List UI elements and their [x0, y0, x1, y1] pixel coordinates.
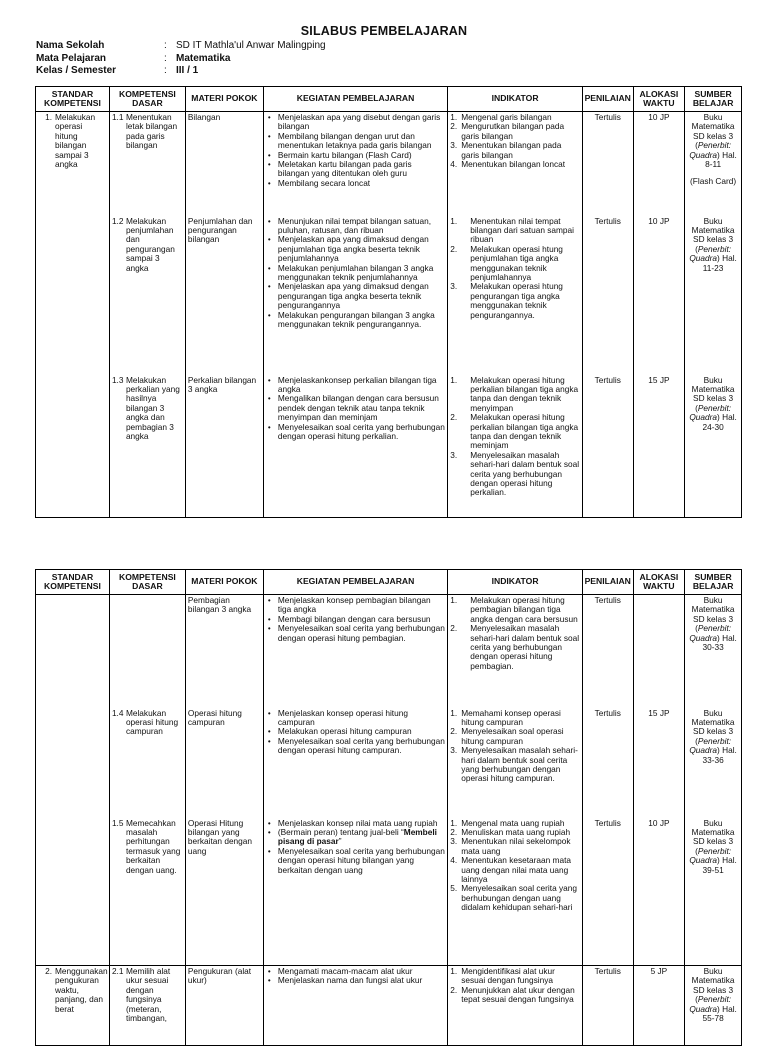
kd-number: 1.5 [111, 817, 124, 828]
list-item: • Membilang secara loncat [266, 179, 445, 188]
kd-cell [109, 375, 185, 518]
header-indikator: INDIKATOR [448, 87, 583, 112]
list-item: • Bermain kartu bilangan (Flash Card) [266, 151, 445, 160]
list-item: • Menjelaskan konsep operasi hitung campuran [266, 709, 445, 728]
sumber-cell: Buku Matematika SD kelas 3 (Penerbit: Quadra) Hal. 11-23 [685, 216, 742, 375]
header-penilaian: PENILAIAN [582, 87, 633, 112]
table-header-row [36, 570, 742, 595]
standar-kompetensi-cell [36, 966, 110, 1046]
kd-number: 1.3 [111, 374, 124, 385]
penilaian-cell: Tertulis [582, 966, 633, 1046]
kd-text: Melakukan perkalian yang hasilnya bilangan 3 angka dan pembagian 3 angka [125, 374, 180, 441]
list-item: 2. Menyelesaikan masalah sehari-hari dalam bentuk soal cerita yang berhubungan dengan operasi hitung pembagian. [450, 623, 580, 671]
list-item: 2. Melakukan operasi hitung perkalian bilangan tiga angka tanpa dan dengan teknik meminjam [450, 412, 579, 451]
sumber-cell: Buku Matematika SD kelas 3 (Penerbit: Quadra) Hal. 39-51 [685, 818, 742, 966]
alokasi-cell: 10 JP [633, 818, 685, 966]
sumber-cell: Buku Matematika SD kelas 3 (Penerbit: Quadra) Hal. 33-36 [685, 708, 742, 818]
kd-number: 1.1 [111, 112, 124, 122]
header-penilaian: PENILAIAN [582, 570, 633, 595]
list-item: 3. Menyelesaikan masalah sehari-hari dalam bentuk soal cerita yang berhubungan dengan operasi hitung campuran. [450, 745, 578, 784]
indikator-cell [448, 112, 583, 216]
list-item: 1. Memahami konsep operasi hitung campuran [450, 707, 561, 727]
kegiatan-cell [263, 595, 447, 708]
table-row [36, 112, 742, 216]
sumber-cell: Buku Matematika SD kelas 3 (Penerbit: Quadra) Hal. 8-11 (Flash Card) [685, 112, 742, 216]
kegiatan-cell [263, 966, 447, 1046]
indikator-cell [448, 966, 583, 1046]
syllabus-table-2 [35, 569, 742, 1046]
info-row-class [36, 65, 326, 78]
sumber-cell: Buku Matematika SD kelas 3 (Penerbit: Quadra) Hal. 30-33 [685, 595, 742, 708]
alokasi-cell: 15 JP [633, 375, 685, 518]
list-item: 1. Mengidentifikasi alat ukur sesuai dengan fungsinya [450, 966, 555, 986]
header-kegiatan: KEGIATAN PEMBELAJARAN [263, 87, 447, 112]
alokasi-cell: 5 JP [633, 966, 685, 1046]
sk-text: Melakukan operasi hitung bilangan sampai 3 angka [55, 112, 96, 170]
list-item: • Menjelaskan konsep nilai mata uang rupiah [266, 819, 445, 828]
list-item: • Menjelaskan apa yang disebut dengan garis bilangan [266, 113, 445, 132]
materi-cell: Penjumlahan dan pengurangan bilangan [185, 216, 263, 375]
list-item: 3. Melakukan operasi htung pengurangan tiga angka menggunakan teknik pengurangannya. [450, 281, 563, 320]
header-standar-kompetensi: STANDAR KOMPETENSI [36, 87, 110, 112]
list-item: • Mengamati macam-macam alat ukur [266, 967, 445, 976]
materi-cell: Operasi hitung campuran [185, 708, 263, 818]
header-materi-pokok: MATERI POKOK [185, 570, 263, 595]
list-item: • Menyelesaikan soal cerita yang berhubungan dengan operasi hitung bilangan yang berkaitan dengan uang [266, 847, 445, 875]
table-row [36, 708, 742, 818]
list-item: • Meletakan kartu bilangan pada garis bilangan yang ditentukan oleh guru [266, 160, 445, 179]
table-row [36, 595, 742, 708]
list-item: • Membagi bilangan dengan cara bersusun [266, 615, 445, 624]
table-row [36, 966, 742, 1046]
header-materi-pokok: MATERI POKOK [185, 87, 263, 112]
info-colon: : [164, 65, 167, 76]
info-value: Matematika [176, 52, 231, 64]
list-item: • Menyelesaikan soal cerita yang berhubungan dengan operasi hitung campuran. [266, 737, 445, 756]
page-title: SILABUS PEMBELAJARAN [300, 24, 468, 38]
list-item: 5. Menyelesaikan soal cerita yang berhubungan dengan uang didalam kehidupan sehari-hari [450, 883, 577, 913]
info-value: III / 1 [176, 65, 199, 76]
kegiatan-cell [263, 375, 447, 518]
list-item: 1. Menentukan nilai tempat bilangan dari satuan sampai ribuan [450, 215, 574, 245]
header-sumber-belajar: SUMBER BELAJAR [685, 570, 742, 595]
kd-number: 1.2 [111, 215, 124, 226]
header-kompetensi-dasar: KOMPETENSI DASAR [109, 570, 185, 595]
materi-cell: Perkalian bilangan 3 angka [185, 375, 263, 518]
materi-cell: Operasi Hitung bilangan yang berkaitan dengan uang [185, 818, 263, 966]
alokasi-cell: 10 JP [633, 112, 685, 216]
standar-kompetensi-cell [36, 595, 110, 966]
kegiatan-cell [263, 216, 447, 375]
info-colon: : [164, 40, 167, 51]
indikator-cell [448, 216, 583, 375]
list-item: • Menjelaskan nama dan fungsi alat ukur [266, 976, 445, 985]
list-item: 1. Melakukan operasi hitung perkalian bilangan tiga angka tanpa dan dengan teknik menyimpan [450, 374, 579, 413]
kegiatan-cell [263, 818, 447, 966]
syllabus-table-1 [35, 86, 742, 518]
kd-cell [109, 966, 185, 1046]
materi-cell: Bilangan [185, 112, 263, 216]
list-item: 3. Menyelesaikan masalah sehari-hari dalam bentuk soal cerita yang berhubungan dengan operasi hitung perkalian. [450, 449, 580, 498]
list-item: 2. Melakukan operasi htung penjumlahan tiga angka menggunakan teknik penjumlahannya [450, 243, 563, 282]
header-sumber-belajar: SUMBER BELAJAR [685, 87, 742, 112]
alokasi-cell: 15 JP [633, 708, 685, 818]
table-row [36, 216, 742, 375]
kd-text: Memecahkan masalah perhitungan termasuk yang berkaitan dengan uang. [125, 817, 181, 875]
list-item: • Menjelaskan apa yang dimaksud dengan pengurangan tiga angka beserta teknik pengurangannya [266, 282, 445, 310]
kd-text: Melakukan operasi hitung campuran [125, 707, 179, 737]
materi-cell: Pengukuran (alat ukur) [185, 966, 263, 1046]
kd-cell [109, 818, 185, 966]
list-item: • Menunjukan nilai tempat bilangan satuan, puluhan, ratusan, dan ribuan [266, 217, 445, 236]
sumber-cell: Buku Matematika SD kelas 3 (Penerbit: Quadra) Hal. 24-30 [685, 375, 742, 518]
list-item: 1. Mengenal mata uang rupiah [450, 817, 565, 828]
list-item: 1. Melakukan operasi hitung pembagian bilangan tiga angka dengan cara bersusun [450, 595, 578, 624]
list-item: • Membilang bilangan dengan urut dan menentukan letaknya pada garis bilangan [266, 132, 445, 151]
indikator-cell [448, 818, 583, 966]
header-alokasi-waktu: ALOKASI WAKTU [633, 87, 685, 112]
info-value: SD IT Mathla'ul Anwar Malingping [176, 40, 326, 51]
penilaian-cell: Tertulis [582, 112, 633, 216]
alokasi-cell: 10 JP [633, 216, 685, 375]
flash-card-note: (Flash Card) [690, 176, 737, 187]
penilaian-cell: Tertulis [582, 216, 633, 375]
header-kegiatan: KEGIATAN PEMBELAJARAN [263, 570, 447, 595]
table-row [36, 375, 742, 518]
kd-text: Menentukan letak bilangan pada garis bilangan [125, 112, 178, 151]
list-item: 4. Menentukan kesetaraan mata uang dengan nilai mata uang lainnya [450, 855, 571, 884]
kd-cell [109, 216, 185, 375]
alokasi-cell [633, 595, 685, 708]
info-row-subject [36, 53, 326, 66]
list-item: 3. Menentukan bilangan pada garis bilangan [450, 140, 562, 160]
info-colon: : [164, 52, 167, 64]
info-label: Mata Pelajaran [36, 52, 107, 64]
penilaian-cell: Tertulis [582, 595, 633, 708]
header-kompetensi-dasar: KOMPETENSI DASAR [109, 87, 185, 112]
table-header-row [36, 87, 742, 112]
kd-cell [109, 595, 185, 708]
sk-text: Menggunakan pengukuran waktu, panjang, dan berat [55, 966, 108, 1014]
materi-cell: Pembagian bilangan 3 angka [185, 595, 263, 708]
list-item: • Menyelesaikan soal cerita yang berhubungan dengan operasi hitung perkalian. [266, 423, 445, 442]
kd-text: Memilih alat ukur sesuai dengan fungsinya (meteran, timbangan, [125, 966, 171, 1024]
penilaian-cell: Tertulis [582, 375, 633, 518]
list-item: • Melakukan pengurangan bilangan 3 angka menggunakan teknik pengurangannya. [266, 311, 445, 330]
kd-number: 2.1 [111, 966, 124, 976]
list-item: 2. Menuliskan mata uang rupiah [450, 826, 571, 837]
kd-text: Melakukan penjumlahan dan pengurangan sampai 3 angka [125, 215, 175, 273]
sk-number: 2. [45, 966, 52, 976]
kegiatan-cell [263, 708, 447, 818]
indikator-cell [448, 595, 583, 708]
header-standar-kompetensi: STANDAR KOMPETENSI [36, 570, 110, 595]
list-item: 2. Mengurutkan bilangan pada garis bilangan [450, 121, 565, 141]
kegiatan-cell [263, 112, 447, 216]
list-item: • Melakukan operasi hitung campuran [266, 727, 445, 736]
document-info [36, 40, 326, 78]
table-row [36, 818, 742, 966]
kd-cell [109, 112, 185, 216]
penilaian-cell: Tertulis [582, 708, 633, 818]
standar-kompetensi-cell [36, 112, 110, 518]
kd-number: 1.4 [111, 707, 124, 718]
info-label: Nama Sekolah [36, 40, 105, 51]
list-item: • Menjelaskan konsep pembagian bilangan tiga angka [266, 596, 445, 615]
list-item: 4. Menentukan bilangan loncat [450, 159, 566, 170]
list-item: • (Bermain peran) tentang jual-beli “Membeli pisang di pasar” [266, 828, 445, 847]
header-indikator: INDIKATOR [448, 570, 583, 595]
list-item: 2. Menyelesaikan soal operasi hitung campuran [450, 726, 564, 746]
sumber-cell: Buku Matematika SD kelas 3 (Penerbit: Quadra) Hal. 55-78 [685, 966, 742, 1046]
list-item: • Menyelesaikan soal cerita yang berhubungan dengan operasi hitung pembagian. [266, 624, 445, 643]
kd-cell [109, 708, 185, 818]
info-label: Kelas / Semester [36, 65, 117, 76]
info-row-school [36, 40, 326, 53]
list-item: 1. Mengenal garis bilangan [450, 112, 552, 122]
list-item: • Menjelaskankonsep perkalian bilangan tiga angka [266, 376, 445, 395]
indikator-cell [448, 375, 583, 518]
list-item: 3. Menentukan nilai sekelompok mata uang [450, 836, 571, 856]
list-item: • Menjelaskan apa yang dimaksud dengan penjumlahan tiga angka beserta teknik penjumlahannya [266, 235, 445, 263]
penilaian-cell: Tertulis [582, 818, 633, 966]
list-item: • Melakukan penjumlahan bilangan 3 angka menggunakan teknik penjumlahannya [266, 264, 445, 283]
list-item: • Mengalikan bilangan dengan cara bersusun pendek dengan teknik atau tanpa teknik menyimpan dan meminjam [266, 394, 445, 422]
header-alokasi-waktu: ALOKASI WAKTU [633, 570, 685, 595]
list-item: 2. Menunjukkan alat ukur dengan tepat sesuai dengan fungsinya [450, 984, 575, 1005]
indikator-cell [448, 708, 583, 818]
sk-number: 1. [45, 112, 52, 122]
